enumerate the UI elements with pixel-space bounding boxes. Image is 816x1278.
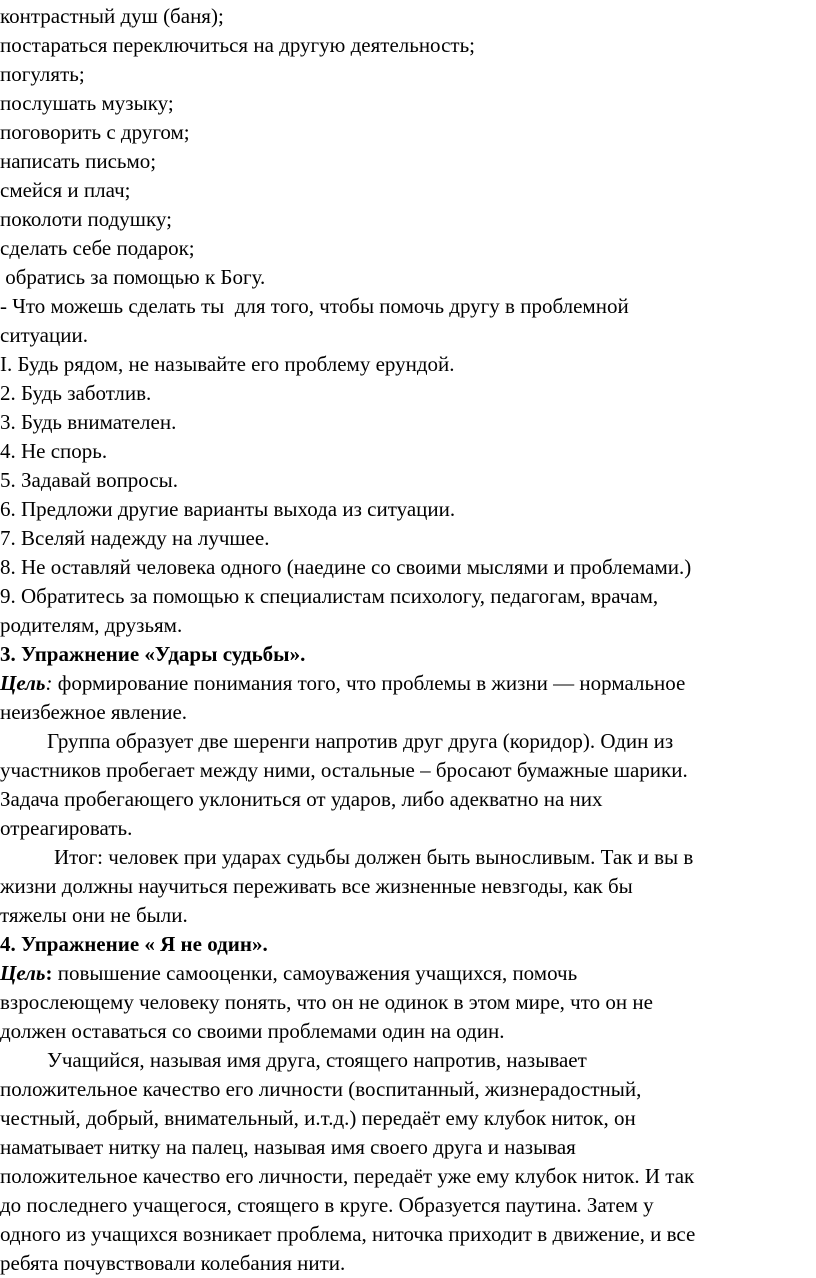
exercise-4-description: честный, добрый, внимательный, и.т.д.) передаёт ему клубок ниток, он: [0, 1106, 636, 1130]
help-step: 5. Задавай вопросы.: [0, 468, 179, 492]
coping-list: [0, 2, 816, 292]
help-step: 7. Вселяй надежду на лучшее.: [0, 526, 270, 550]
exercise-3-result: тяжелы они не были.: [0, 903, 188, 927]
exercise-4-description: положительное качество его личности, передаёт уже ему клубок ниток. И так: [0, 1164, 695, 1188]
exercise-4-description: положительное качество его личности (воспитанный, жизнерадостный,: [0, 1077, 642, 1101]
list-item: погулять;: [0, 62, 85, 86]
exercise-4-description: наматывает нитку на палец, называя имя своего друга и называя: [0, 1135, 576, 1159]
question-line: - Что можешь сделать ты для того, чтобы помочь другу в проблемной: [0, 294, 629, 318]
help-step: 4. Не спорь.: [0, 439, 108, 463]
help-step: 3. Будь внимателен.: [0, 410, 177, 434]
exercise-4-description: ребята почувствовали колебания нити.: [0, 1251, 346, 1275]
goal-text: неизбежное явление.: [0, 700, 188, 724]
exercise-4-description: Учащийся, называя имя друга, стоящего напротив, называет: [47, 1048, 587, 1072]
exercise-3-title: 3. Упражнение «Удары судьбы».: [0, 642, 306, 666]
exercise-3-description: участников пробегает между ними, остальные – бросают бумажные шарики.: [0, 758, 688, 782]
list-item: сделать себе подарок;: [0, 236, 195, 260]
exercise-3-result: Итог: человек при ударах судьбы должен быть выносливым. Так и вы в: [54, 845, 694, 869]
goal-text: формирование понимания того, что проблемы в жизни — нормальное: [52, 671, 686, 695]
list-item: поколоти подушку;: [0, 207, 172, 231]
exercise-4-description: одного из учащихся возникает проблема, ниточка приходит в движение, и все: [0, 1222, 696, 1246]
help-step: 8. Не оставляй человека одного (наедине со своими мыслями и проблемами.): [0, 555, 692, 579]
question-line: ситуации.: [0, 323, 88, 347]
exercise-4-goal: [0, 959, 816, 988]
exercise-3-description: отреагировать.: [0, 816, 133, 840]
goal-text: взрослеющему человеку понять, что он не одинок в этом мире, что он не: [0, 990, 653, 1014]
help-step: родителям, друзьям.: [0, 613, 183, 637]
help-step: I. Будь рядом, не называйте его проблему ерундой.: [0, 352, 455, 376]
help-step: 9. Обратитесь за помощью к специалистам психологу, педагогам, врачам,: [0, 584, 659, 608]
exercise-3-section: [0, 640, 816, 930]
list-item: обратись за помощью к Богу.: [0, 265, 266, 289]
list-item: контрастный душ (баня);: [0, 4, 224, 28]
help-question: [0, 292, 816, 350]
help-steps: [0, 350, 816, 640]
goal-text: повышение самооценки, самоуважения учащихся, помочь: [52, 961, 578, 985]
exercise-3-goal: [0, 669, 816, 698]
goal-text: должен оставаться со своими проблемами один на один.: [0, 1019, 505, 1043]
exercise-3-description: Задача пробегающего уклониться от ударов, либо адекватно на них: [0, 787, 603, 811]
help-step: 6. Предложи другие варианты выхода из ситуации.: [0, 497, 456, 521]
goal-colon: :: [45, 671, 53, 695]
exercise-4-description: до последнего учащегося, стоящего в круге. Образуется паутина. Затем у: [0, 1193, 654, 1217]
list-item: смейся и плач;: [0, 178, 131, 202]
exercise-4-title: 4. Упражнение « Я не один».: [0, 932, 268, 956]
help-step: 2. Будь заботлив.: [0, 381, 152, 405]
goal-label: Цель: [0, 671, 46, 695]
list-item: послушать музыку;: [0, 91, 174, 115]
exercise-3-description: Группа образует две шеренги напротив друг друга (коридор). Один из: [47, 729, 674, 753]
list-item: поговорить с другом;: [0, 120, 190, 144]
goal-colon: :: [45, 961, 53, 985]
list-item: написать письмо;: [0, 149, 157, 173]
goal-label: Цель: [0, 961, 46, 985]
list-item: постараться переключиться на другую деятельность;: [0, 33, 475, 57]
exercise-3-result: жизни должны научиться переживать все жизненные невзгоды, как бы: [0, 874, 633, 898]
exercise-4-section: [0, 930, 816, 1278]
